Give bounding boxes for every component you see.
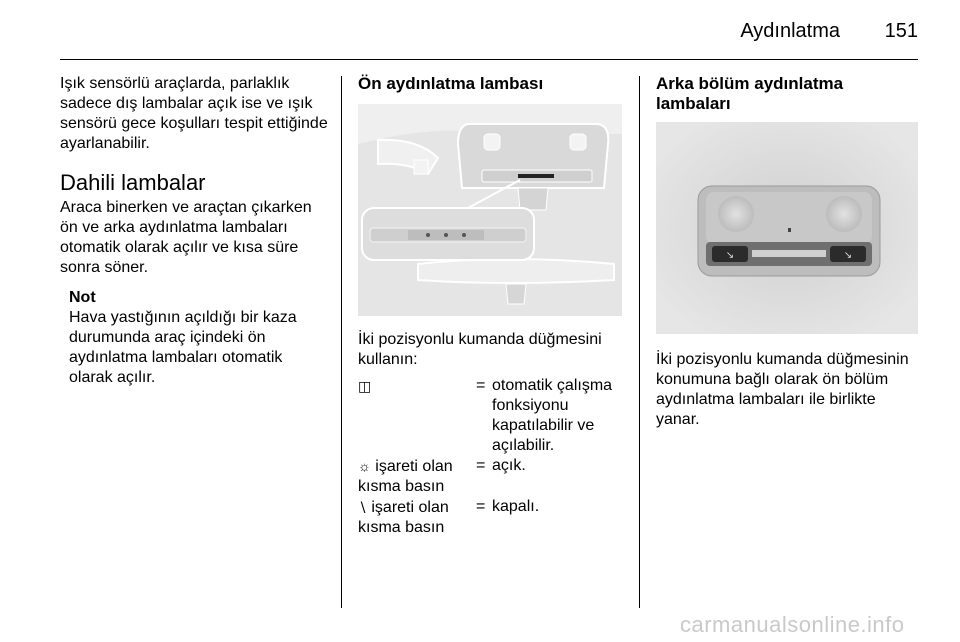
rear-light-drawing [656,122,918,334]
function-row-on: ☼ işareti olan kısma basın = açık. [358,457,526,495]
svg-text:↘: ↘ [843,250,853,261]
section-heading-interior-lights: Dahili lambalar [60,170,206,195]
note-title: Not [69,289,96,306]
function-row-off: ∖ işareti olan kısma basın = kapalı. [358,498,540,536]
rear-light-body: İki pozisyonlu kumanda düğmesinin konumuna bağlı olarak ön bölüm aydınlatma lambaları ile birlikte yanar. [656,351,909,428]
header-rule [60,59,918,60]
column-2 [358,74,623,538]
watermark: carmanualsonline.info [680,612,905,637]
note-body: Hava yastığının açıldığı bir kaza durumunda araç içindeki ön aydınlatma lambaları otomatik olarak açılır. [69,309,297,386]
function-row-auto: ◫ = otomatik çalışma fonksiyonu kapatılabilir ve açılabilir. [358,377,613,454]
column-3 [656,74,920,430]
note-box [69,288,328,388]
rear-light-heading: Arka bölüm aydınlatma lambaları [656,74,844,113]
column-divider-2 [639,76,640,608]
column-1 [60,74,328,388]
function-table [358,376,623,538]
front-light-intro: İki pozisyonlu kumanda düğmesini kullanın: [358,331,602,368]
page-number: 151 [884,20,918,42]
door-icon: ◫ [358,378,372,394]
svg-text:↘: ↘ [725,250,735,261]
column-divider-1 [341,76,342,608]
page-header [0,0,960,60]
light-off-icon: ∖ [358,499,367,515]
front-light-drawing [358,104,622,316]
section-title: Aydınlatma [740,20,840,42]
rear-light-illustration [656,122,918,334]
front-light-heading: Ön aydınlatma lambası [358,74,544,93]
body-paragraph: Araca binerken ve araçtan çıkarken ön ve arka aydınlatma lambaları otomatik olarak açılır ve kısa süre sonra söner. [60,199,312,276]
light-on-icon: ☼ [358,458,371,474]
intro-paragraph: Işık sensörlü araçlarda, parlaklık sadece dış lambalar açık ise ve ışık sensörü gece koşulları tespit ettiğinde ayarlanabilir. [60,75,328,152]
front-light-illustration [358,104,622,316]
